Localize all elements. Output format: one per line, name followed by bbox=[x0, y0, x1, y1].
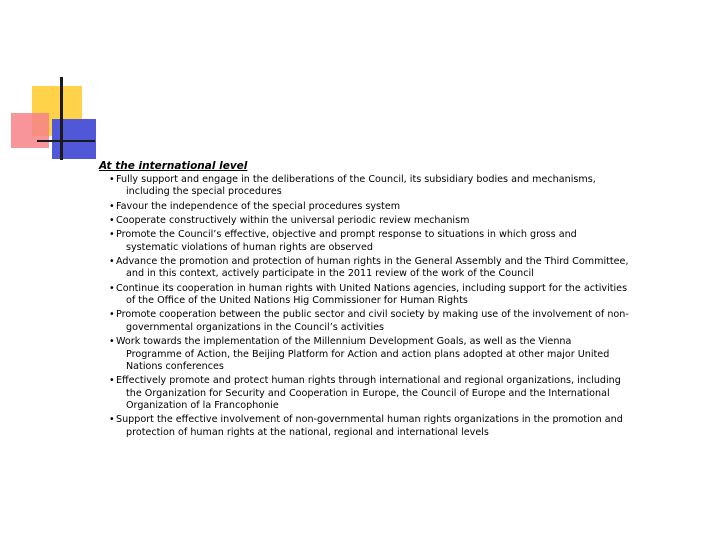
list-item bbox=[99, 375, 629, 412]
bullet-glyph: • bbox=[109, 256, 115, 267]
bullet-glyph: • bbox=[109, 336, 115, 348]
list-item-text: Support the effective involvement of non-governmental human rights organizations in the promotion and protection of human rights at the national, regional and international levels bbox=[116, 414, 623, 438]
list-item bbox=[99, 283, 629, 308]
bullet-list bbox=[99, 174, 629, 439]
horizontal-rule bbox=[37, 140, 95, 142]
list-item bbox=[99, 201, 629, 213]
bullet-glyph: • bbox=[109, 309, 115, 321]
list-item-text: Favour the independence of the special procedures system bbox=[116, 200, 401, 212]
list-item-text: Promote cooperation between the public sector and civil society by making use of the involvement of non-governmental organizations in the Council’s activities bbox=[116, 309, 629, 333]
bullet-glyph: • bbox=[109, 174, 115, 185]
section-heading: At the international level bbox=[99, 160, 248, 172]
list-item bbox=[99, 414, 629, 439]
slide-content bbox=[99, 159, 629, 441]
vertical-rule bbox=[60, 77, 63, 160]
list-item bbox=[99, 336, 629, 373]
bullet-glyph: • bbox=[109, 282, 115, 294]
list-item bbox=[99, 215, 629, 227]
list-item bbox=[99, 174, 629, 199]
red-square-shape bbox=[11, 113, 49, 148]
list-item-text: Advance the promotion and protection of human rights in the General Assembly and the Third Committee, and in this context, actively participate in the 2011 review of the work of the Council bbox=[116, 256, 629, 280]
bullet-glyph: • bbox=[109, 414, 115, 426]
bullet-glyph: • bbox=[109, 200, 115, 212]
list-item bbox=[99, 229, 629, 254]
bullet-glyph: • bbox=[109, 375, 115, 387]
list-item-text: Cooperate constructively within the universal periodic review mechanism bbox=[116, 215, 470, 226]
yellow-square-shape bbox=[32, 86, 82, 136]
bullet-glyph: • bbox=[109, 229, 115, 241]
bullet-glyph: • bbox=[109, 215, 115, 226]
list-item-text: Promote the Council’s effective, objective and prompt response to situations in which gross and systematic violations of human rights are observed bbox=[116, 229, 577, 253]
list-item bbox=[99, 256, 629, 281]
list-item-text: Effectively promote and protect human rights through international and regional organizations, including the Organization for Security and Cooperation in Europe, the Council of Europe and the International Organization of la Francophonie bbox=[116, 375, 621, 412]
list-item-text: Continue its cooperation in human rights with United Nations agencies, including support for the activities of the Office of the United Nations Hig Commissioner for Human Rights bbox=[116, 282, 628, 307]
list-item-text: Work towards the implementation of the Millennium Development Goals, as well as the Vienna Programme of Action, the Beijing Platform for Action and action plans adopted at other major United Nations conferences bbox=[116, 336, 610, 372]
blue-square-shape bbox=[52, 119, 96, 159]
list-item-text: Fully support and engage in the deliberations of the Council, its subsidiary bodies and mechanisms, including the special procedures bbox=[116, 174, 596, 198]
list-item bbox=[99, 309, 629, 334]
